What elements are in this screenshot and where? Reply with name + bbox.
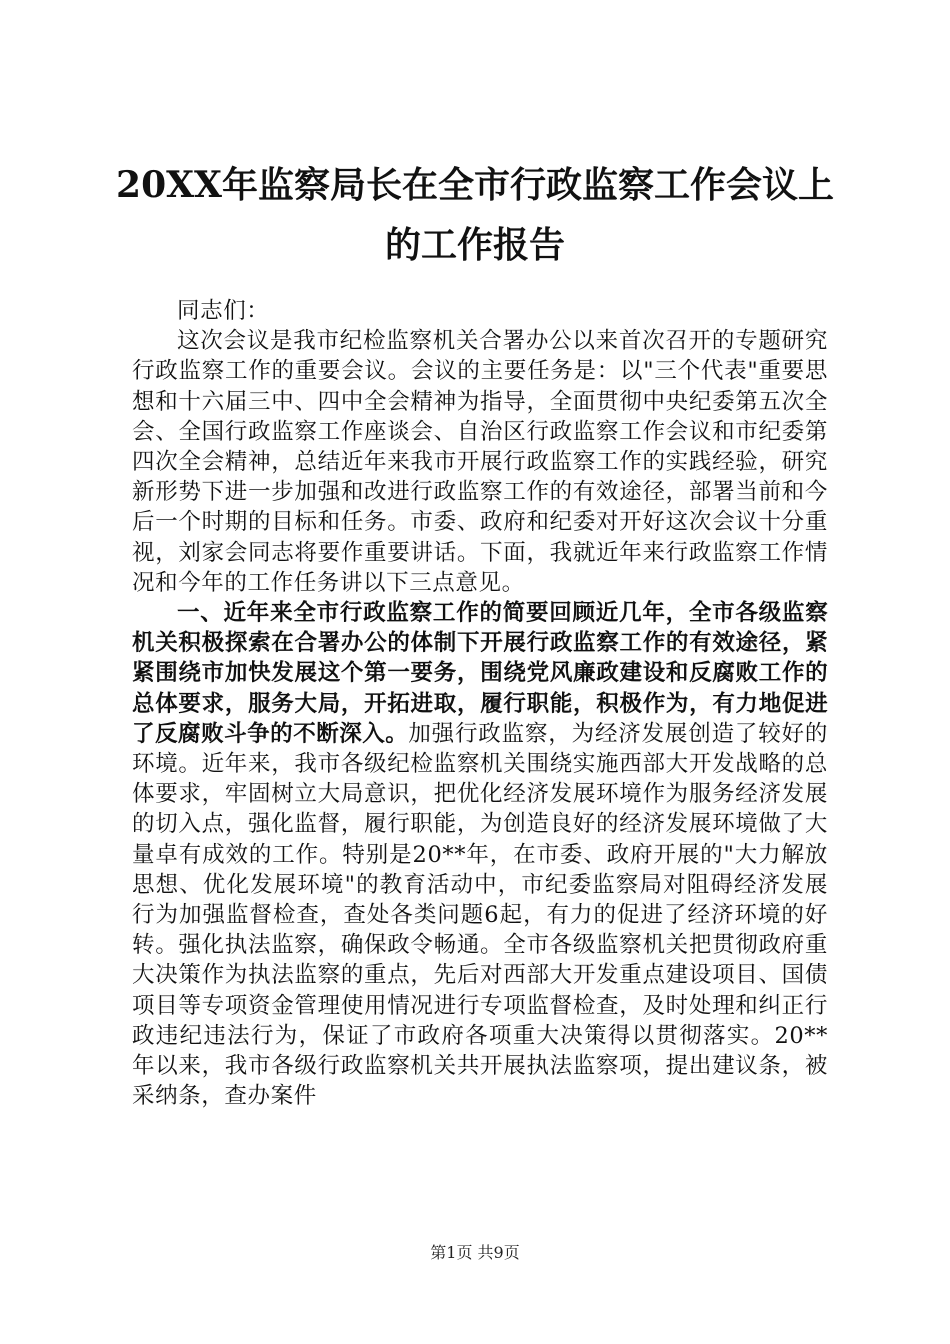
greeting: 同志们： <box>177 298 270 324</box>
title-line-2: 的工作报告 <box>384 224 565 266</box>
paragraph-1: 这次会议是我市纪检监察机关合署办公以来首次召开的专题研究行政监察工作的重要会议。会议的主要任务是：以"三个代表"重要思想和十六届三中、四中全会精神为指导，全面贯彻中央纪委第五次全会、全国行政监察工作座谈会、自治区行政监察工作会议和市纪委第四次全会精神，总结近年来我市开展行政监察工作的实践经验，研究新形势下进一步加强和改进行政监察工作的有效途径，部署当前和今后一个时期的目标和任务。市委、政府和纪委对开好这次会议十分重视，刘家会同志将要作重要讲话。下面，我就近年来行政监察工作情况和今年的工作任务讲以下三点意见。 <box>132 328 828 596</box>
paragraph-2 <box>132 598 828 1111</box>
page-footer: 第1页 共9页 <box>430 1243 520 1262</box>
section-heading-1: 一、近年来全市行政监察工作的简要回顾近几年，全市各级监察机关积极探索在合署办公的体制下开展行政监察工作的有效途径，紧紧围绕市加快发展这个第一要务，围绕党风廉政建设和反腐败工作的总体要求，服务大局，开拓进取，履行职能，积极作为，有力地促进了反腐败斗争的不断深入。 <box>132 600 828 747</box>
paragraph-2-text: 加强行政监察，为经济发展创造了较好的环境。近年来，我市各级纪检监察机关围绕实施西部大开发战略的总体要求，牢固树立大局意识，把优化经济发展环境作为服务经济发展的切入点，强化监督，履行职能，为创造良好的经济发展环境做了大量卓有成效的工作。特别是20**年，在市委、政府开展的"大力解放思想、优化发展环境"的教育活动中，市纪委监察局对阻碍经济发展行为加强监督检查，查处各类问题6起，有力的促进了经济环境的好转。强化执法监察，确保政令畅通。全市各级监察机关把贯彻政府重大决策作为执法监察的重点，先后对西部大开发重点建设项目、国债项目等专项资金管理使用情况进行专项监督检查，及时处理和纠正行政违纪违法行为，保证了市政府各项重大决策得以贯彻落实。20**年以来，我市各级行政监察机关共开展执法监察项，提出建议条，被采纳条，查办案件 <box>132 720 828 1110</box>
document-title <box>0 155 950 275</box>
title-line-1: 20XX年监察局长在全市行政监察工作会议上 <box>116 164 834 206</box>
document-body <box>132 296 828 1111</box>
